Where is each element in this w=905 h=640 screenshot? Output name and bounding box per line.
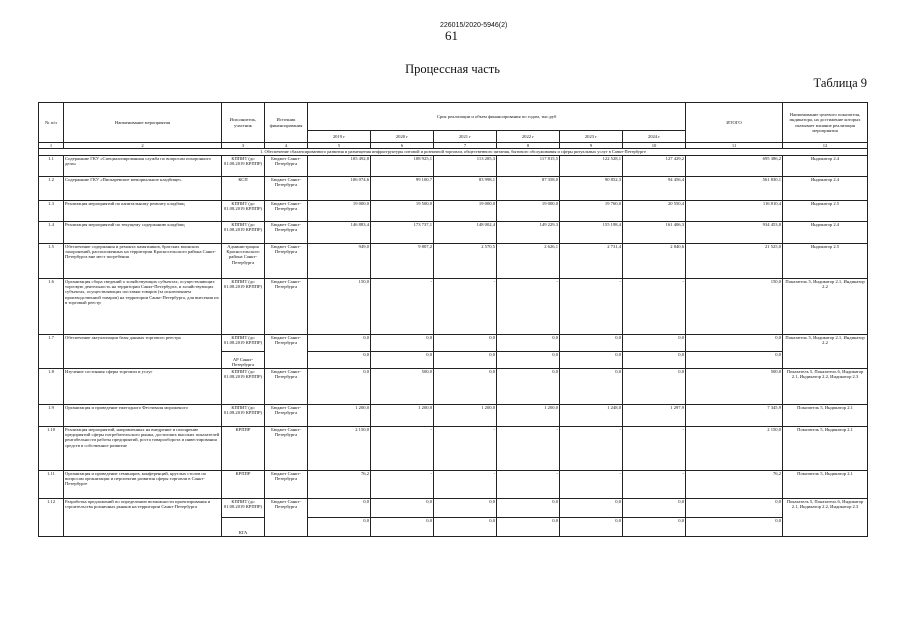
row-value: 0,0 (497, 368, 560, 404)
column-number: 9 (560, 143, 623, 149)
row-name: Организация и проведение ежегодного Фестиваля мороженого (64, 404, 222, 426)
row-source: Бюджет Санкт-Петербурга (265, 155, 308, 176)
row-source: Бюджет Санкт-Петербурга (265, 470, 308, 498)
row-value: 0,0 (623, 517, 686, 536)
page-title: Процессная часть (405, 62, 500, 76)
row-total: 0,0 (686, 498, 783, 517)
row-value: 0,0 (434, 334, 497, 351)
table-row (39, 200, 868, 221)
funding-table (38, 102, 868, 537)
row-value: - (560, 278, 623, 334)
row-name: Организация и проведение семинаров, конференций, круглых столов по вопросам организации и перспектив развития сферы торговли в Санкт-Петербурге (64, 470, 222, 498)
table-label: Таблица 9 (813, 76, 867, 90)
row-value: 2 626,1 (497, 243, 560, 278)
row-number: 1.2 (39, 176, 64, 200)
row-indicators: Показатель 5, Индикатор 2.1, Индикатор 2.2 (783, 278, 868, 334)
document-number: 226015/2020-5946(2) (440, 22, 508, 29)
column-number: 11 (686, 143, 783, 149)
row-name: Содержание ГКУ «Пискаревское мемориальное кладбище» (64, 176, 222, 200)
row-value: 0,0 (623, 368, 686, 404)
row-name: Реализация мероприятий по капитальному ремонту кладбищ (64, 200, 222, 221)
row-total: 150,0 (686, 278, 783, 334)
row-value: 0,0 (434, 351, 497, 368)
table-row (39, 498, 868, 517)
row-source: Бюджет Санкт-Петербурга (265, 498, 308, 536)
row-number: 1.8 (39, 368, 64, 404)
row-indicators: Индикатор 2.5 (783, 200, 868, 221)
row-value: 20 550,4 (623, 200, 686, 221)
row-value: 0,0 (434, 517, 497, 536)
row-source: Бюджет Санкт-Петербурга (265, 426, 308, 470)
row-total: 116 810,4 (686, 200, 783, 221)
row-executor: КППИТ (до 01.08.2019 КРППР) (222, 334, 265, 351)
row-value: - (434, 426, 497, 470)
row-value: 1 248,0 (560, 404, 623, 426)
row-value: - (497, 470, 560, 498)
row-total: 934 453,8 (686, 221, 783, 243)
header-executor: Исполнитель, участник (222, 103, 265, 143)
column-number: 6 (371, 143, 434, 149)
section-title: 1. Обеспечение сбалансированного развития и размещения инфраструктуры оптовой и розничной торговли, общественного питания, бытового обслуживания и сферы ритуальных услуг в Санкт-Петербурге (39, 149, 868, 155)
row-value: 0,0 (371, 351, 434, 368)
header-timing: Срок реализации и объем финансирования по годам, тыс.руб (308, 103, 686, 131)
row-value: 99 100,7 (371, 176, 434, 200)
row-value: 9 807,2 (371, 243, 434, 278)
row-indicators: Индикатор 2.4 (783, 221, 868, 243)
row-value: - (434, 470, 497, 498)
row-value: 0,0 (497, 517, 560, 536)
table-row (39, 470, 868, 498)
row-total: 500,0 (686, 368, 783, 404)
page-number: 61 (445, 28, 458, 43)
row-value: - (497, 426, 560, 470)
row-source: Бюджет Санкт-Петербурга (265, 243, 308, 278)
row-value: 94 456,4 (623, 176, 686, 200)
row-total: 2 150,0 (686, 426, 783, 470)
row-value: 0,0 (623, 334, 686, 351)
table-row (39, 176, 868, 200)
row-number: 1.10 (39, 426, 64, 470)
row-value: 1 200,0 (497, 404, 560, 426)
row-total: 561 830,1 (686, 176, 783, 200)
column-number: 8 (497, 143, 560, 149)
row-number: 1.12 (39, 498, 64, 536)
row-indicators: Индикатор 2.4 (783, 155, 868, 176)
row-value: 19 000,0 (308, 200, 371, 221)
row-value: 1 297,9 (623, 404, 686, 426)
row-executor: Администрация Красносельского района Санкт-Петербурга (222, 243, 265, 278)
row-executor: КППИТ (до 01.08.2019 КРППР) (222, 498, 265, 517)
row-value: 949,0 (308, 243, 371, 278)
row-value: 0,0 (497, 351, 560, 368)
row-source: Бюджет Санкт-Петербурга (265, 334, 308, 368)
row-value: 2 731,4 (560, 243, 623, 278)
header-total: ИТОГО (686, 103, 783, 143)
row-value: 0,0 (497, 334, 560, 351)
row-number: 1.6 (39, 278, 64, 334)
row-executor: КППИТ (до 01.08.2019 КРППР) (222, 200, 265, 221)
row-indicators: Показатель 5, Показатель 6, Индикатор 2.1, Индикатор 2.2, Индикатор 2.3 (783, 498, 868, 536)
row-name: Разработка предложений по определению возможности проектирования и строительства розничных рынков на территории Санкт-Петербурга (64, 498, 222, 536)
row-value: 2 150,0 (308, 426, 371, 470)
row-executor: АР Санкт-Петербурга (222, 351, 265, 368)
header-year: 2020 г (371, 131, 434, 143)
table-row (39, 426, 868, 470)
row-value: - (623, 426, 686, 470)
row-value: 0,0 (434, 368, 497, 404)
row-value: 173 737,1 (371, 221, 434, 243)
row-value: 19 000,0 (497, 200, 560, 221)
row-executor: КРППР (222, 470, 265, 498)
row-value: 122 528,1 (560, 155, 623, 176)
row-number: 1.3 (39, 200, 64, 221)
row-value: 0,0 (308, 498, 371, 517)
row-number: 1.1 (39, 155, 64, 176)
row-value: 148 002,4 (434, 221, 497, 243)
column-number: 4 (265, 143, 308, 149)
row-executor: КППИТ (до 01.08.2019 КРППР) (222, 155, 265, 176)
row-value: 0,0 (308, 334, 371, 351)
table-row (39, 243, 868, 278)
row-value: 0,0 (371, 498, 434, 517)
row-total: 695 386,2 (686, 155, 783, 176)
column-number: 1 (39, 143, 64, 149)
row-value: 0,0 (371, 334, 434, 351)
column-number: 5 (308, 143, 371, 149)
table-row (39, 278, 868, 334)
row-value: - (371, 426, 434, 470)
row-value: 127 429,2 (623, 155, 686, 176)
row-number: 1.11 (39, 470, 64, 498)
row-value: 1 200,0 (371, 404, 434, 426)
row-value: 0,0 (308, 517, 371, 536)
row-indicators: Показатель 5, Индикатор 2.1 (783, 426, 868, 470)
row-name: Содержание ГКУ «Специализированная служба по вопросам похоронного дела» (64, 155, 222, 176)
header-name: Наименование мероприятия (64, 103, 222, 143)
row-indicators: Показатель 5, Индикатор 2.1, Индикатор 2.2 (783, 334, 868, 368)
row-source: Бюджет Санкт-Петербурга (265, 200, 308, 221)
header-year: 2019 г (308, 131, 371, 143)
row-executor: КППИТ (до 01.08.2019 КРППР) (222, 221, 265, 243)
row-value: 150,0 (308, 278, 371, 334)
row-value: 76,2 (308, 470, 371, 498)
row-total: 0,0 (686, 351, 783, 368)
column-number: 2 (64, 143, 222, 149)
row-value: 19 000,0 (434, 200, 497, 221)
row-value: - (623, 278, 686, 334)
table-row (39, 368, 868, 404)
table-row (39, 404, 868, 426)
row-total: 0,0 (686, 334, 783, 351)
row-value: 83 998,1 (434, 176, 497, 200)
row-value: 155 198,4 (560, 221, 623, 243)
row-value: - (497, 278, 560, 334)
row-value: 0,0 (560, 351, 623, 368)
row-value: - (560, 426, 623, 470)
table-row (39, 221, 868, 243)
row-value: 87 358,0 (497, 176, 560, 200)
row-value: 500,0 (371, 368, 434, 404)
row-indicators: Показатель 5, Индикатор 2.1 (783, 470, 868, 498)
row-value: 105 492,8 (308, 155, 371, 176)
column-number: 12 (783, 143, 868, 149)
row-value: 1 200,0 (308, 404, 371, 426)
row-value: 0,0 (623, 351, 686, 368)
row-executor: КППИТ (до 01.08.2019 КРППР) (222, 404, 265, 426)
header-num: № п/п (39, 103, 64, 143)
header-year: 2024 г (623, 131, 686, 143)
row-value: - (371, 278, 434, 334)
header-year: 2021 г (434, 131, 497, 143)
header-year: 2023 г (560, 131, 623, 143)
row-source: Бюджет Санкт-Петербурга (265, 176, 308, 200)
row-indicators: Показатель 5, Индикатор 2.1 (783, 404, 868, 426)
table-row (39, 334, 868, 351)
row-indicators: Индикатор 2.5 (783, 243, 868, 278)
row-number: 1.4 (39, 221, 64, 243)
header-year: 2022 г (497, 131, 560, 143)
row-value: 106 074,6 (308, 176, 371, 200)
row-total: 76,2 (686, 470, 783, 498)
row-executor: КСП (222, 176, 265, 200)
row-value: 161 406,3 (623, 221, 686, 243)
row-value: 0,0 (308, 351, 371, 368)
row-indicators: Индикатор 2.4 (783, 176, 868, 200)
row-indicators: Показатель 5, Показатель 6, Индикатор 2.1, Индикатор 2.2, Индикатор 2.3 (783, 368, 868, 404)
row-value: 0,0 (308, 368, 371, 404)
row-value: 0,0 (560, 368, 623, 404)
row-value: 108 925,1 (371, 155, 434, 176)
row-value: 146 883,4 (308, 221, 371, 243)
row-name: Обеспечение актуализации базы данных торгового реестра (64, 334, 222, 368)
row-number: 1.7 (39, 334, 64, 368)
row-value: 19 500,0 (371, 200, 434, 221)
row-value: - (371, 470, 434, 498)
row-name: Обеспечение содержания и ремонта памятников, братских воинских захоронений, расположенных на территории Красносельского района Санкт-Петербурга вне мест погребения (64, 243, 222, 278)
row-name: Реализация мероприятий, направленных на внедрение и поощрение предприятий сферы потребительского рынка, достигших высоких показателей рентабельности работы предприятий, роста товарооборота и инвестирования средств в собственное развитие (64, 426, 222, 470)
row-source: Бюджет Санкт-Петербурга (265, 221, 308, 243)
header-source: Источник финансирования (265, 103, 308, 143)
column-number: 7 (434, 143, 497, 149)
row-value: 0,0 (434, 498, 497, 517)
row-name: Организация сбора сведений о хозяйствующих субъектах, осуществляющих торговую деятельность на территории Санкт-Петербурга, и хозяйствующих субъектах, осуществляющих поставки товаров (за исключением производственной товаров) на территории Санкт-Петербурга, для внесения их в торговый реестр (64, 278, 222, 334)
row-number: 1.9 (39, 404, 64, 426)
row-name: Изучение состояния сферы торговли и услуг (64, 368, 222, 404)
column-number: 10 (623, 143, 686, 149)
row-value: 90 852,3 (560, 176, 623, 200)
row-value: 19 760,0 (560, 200, 623, 221)
row-value: 113 285,3 (434, 155, 497, 176)
row-executor: КППИТ (до 01.08.2019 КРППР) (222, 368, 265, 404)
row-source: Бюджет Санкт-Петербурга (265, 404, 308, 426)
row-value: 0,0 (560, 334, 623, 351)
row-value: - (560, 470, 623, 498)
row-source: Бюджет Санкт-Петербурга (265, 278, 308, 334)
row-executor: КГА (222, 517, 265, 536)
row-value: 0,0 (497, 498, 560, 517)
row-value: 2 840,6 (623, 243, 686, 278)
row-source: Бюджет Санкт-Петербурга (265, 368, 308, 404)
row-number: 1.5 (39, 243, 64, 278)
row-value: 1 200,0 (434, 404, 497, 426)
row-value: - (434, 278, 497, 334)
table-row (39, 155, 868, 176)
row-total: 21 525,0 (686, 243, 783, 278)
row-value: 117 815,5 (497, 155, 560, 176)
row-value: 149 229,3 (497, 221, 560, 243)
row-total: 0,0 (686, 517, 783, 536)
row-total: 7 345,9 (686, 404, 783, 426)
row-executor: КППИТ (до 01.08.2019 КРППР) (222, 278, 265, 334)
column-number: 3 (222, 143, 265, 149)
row-value: 2 570,5 (434, 243, 497, 278)
row-value: 0,0 (623, 498, 686, 517)
row-value: 0,0 (560, 517, 623, 536)
row-executor: КРППР (222, 426, 265, 470)
row-value: 0,0 (560, 498, 623, 517)
row-value: 0,0 (371, 517, 434, 536)
row-value: - (623, 470, 686, 498)
row-name: Реализация мероприятий по текущему содержанию кладбищ (64, 221, 222, 243)
header-indicators: Наименование целевого показателя, индикатора, на достижение которых оказывает влияние реализация мероприятия (783, 103, 868, 143)
